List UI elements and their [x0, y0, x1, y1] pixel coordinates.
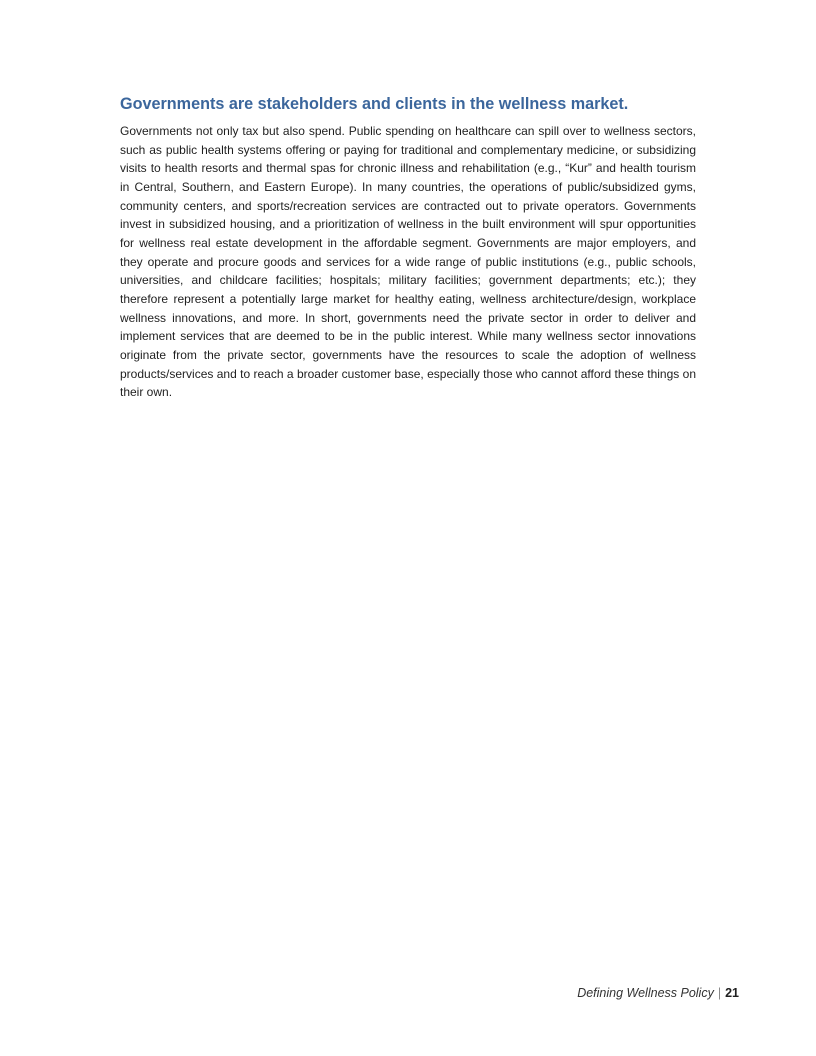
- page-number: 21: [725, 986, 739, 1000]
- section-heading: Governments are stakeholders and clients in the wellness market.: [120, 95, 629, 113]
- page-footer: [577, 985, 739, 1001]
- footer-title: Defining Wellness Policy: [577, 986, 714, 1000]
- footer-separator: |: [717, 986, 722, 1000]
- section: [120, 93, 696, 402]
- section-body-paragraph: Governments not only tax but also spend. Public spending on healthcare can spill over to wellness sectors, such as public health systems offering or paying for traditional and complementary medicine, or subsidizing visits to health resorts and thermal spas for chronic illness and rehabilitation (e.g., “Kur” and health tourism in Central, Southern, and Eastern Europe). In many countries, the operations of public/subsidized gyms, community centers, and sports/recreation services are contracted out to private operators. Governments invest in subsidized housing, and a prioritization of wellness in the built environment will spur opportunities for wellness real estate development in the affordable segment. Governments are major employers, and they operate and procure goods and services for a wide range of public institutions (e.g., public schools, universities, and childcare facilities; hospitals; military facilities; government departments; etc.); they therefore represent a potentially large market for healthy eating, wellness architecture/design, workplace wellness innovations, and more. In short, governments need the private sector in order to deliver and implement services that are deemed to be in the public interest. While many wellness sector innovations originate from the private sector, governments have the resources to scale the adoption of wellness products/services and to reach a broader customer base, especially those who cannot afford these things on their own.: [120, 124, 696, 400]
